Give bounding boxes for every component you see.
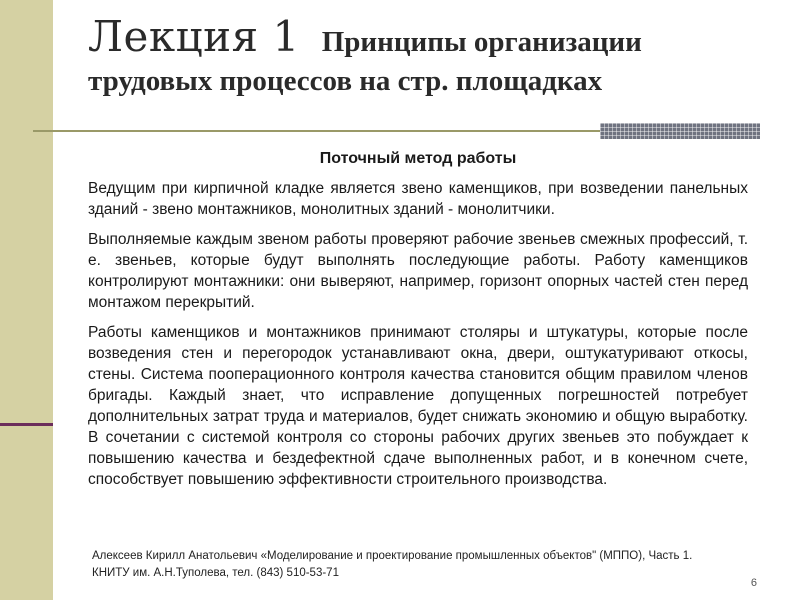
- footer-author-line: Алексеев Кирилл Анатольевич «Моделирование и проектирование промышленных объектов" (МППО), Часть 1.: [92, 550, 693, 562]
- content-paragraph-2: Выполняемые каждым звеном работы проверяют рабочие звеньев смежных профессий, т. е. звеньев, которые будут выполнять последующие работы. Работу каменщиков контролируют монтажники: они выверяют, например, горизонт опорных частей стен перед монтажом перекрытий.: [88, 231, 748, 311]
- slide-footer: [92, 548, 692, 582]
- slide-title-line-1: [88, 12, 642, 61]
- title-divider-pattern-block: [600, 123, 760, 139]
- footer-contact-line: КНИТУ им. А.Н.Туполева, тел. (843) 510-53-71: [92, 567, 339, 579]
- side-bar-accent-rule: [0, 423, 53, 426]
- slide-content: [88, 148, 748, 499]
- title-divider-line: [33, 130, 600, 132]
- content-paragraph-1: Ведущим при кирпичной кладке является звено каменщиков, при возведении панельных зданий - звено монтажников, монолитных зданий - монолитчики.: [88, 180, 748, 218]
- lecture-number: Лекция 1: [88, 12, 300, 61]
- title-text-part-1: Принципы организации: [321, 26, 642, 58]
- page-number: 6: [750, 577, 757, 589]
- content-paragraph-3: Работы каменщиков и монтажников принимают столяры и штукатуры, которые после возведения стен и перегородок устанавливают окна, двери, оштукатуривают откосы, стены. Система пооперационного контроля качества становится общим правилом членов бригады. Каждый знает, что исправление допущенных погрешностей потребует дополнительных затрат труда и материалов, будет снижать экономию и общую выработку. В сочетании с системой контроля со стороны рабочих других звеньев это побуждает к повышению качества и бездефектной сдаче выполненных работ, и в конечном счете, способствует повышению эффективности строительного производства.: [88, 324, 748, 488]
- slide-title-line-2: трудовых процессов на стр. площадках: [88, 65, 603, 97]
- side-bar: [0, 0, 53, 600]
- content-heading: Поточный метод работы: [319, 150, 517, 167]
